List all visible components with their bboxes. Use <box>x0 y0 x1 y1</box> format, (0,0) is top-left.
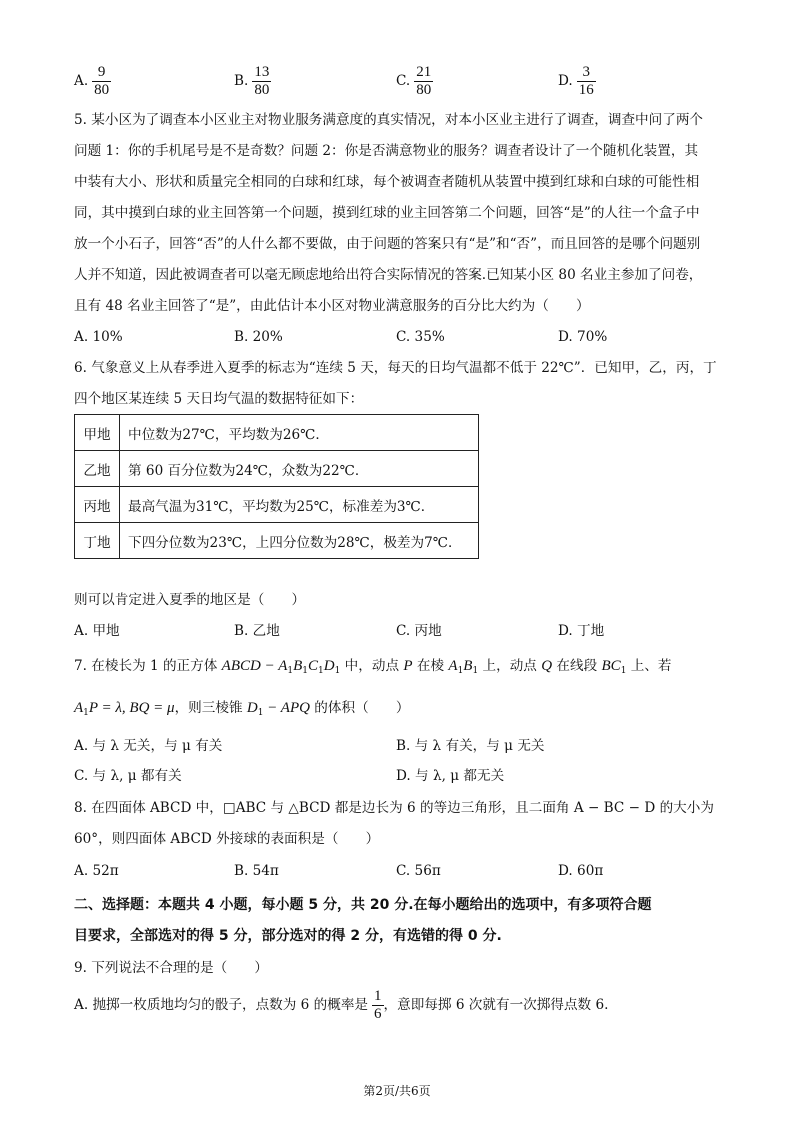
q5-line: 同，其中摸到白球的业主回答第一个问题，摸到红球的业主回答第二个问题，回答“是”的人往一个盒子中 <box>74 205 700 221</box>
q7-option-a: A. 与 λ 无关，与 μ 有关 <box>74 738 223 754</box>
section-heading: 二、选择题：本题共 4 小题，每小题 5 分，共 20 分.在每小题给出的选项中，有多项符合题 <box>74 897 652 913</box>
q8-option-a: A. 52π <box>74 863 119 879</box>
q6-option-b: B. 乙地 <box>234 623 280 639</box>
q5-option-d: D. 70% <box>558 329 608 345</box>
q8-option-c: C. 56π <box>396 863 441 879</box>
desc-cell: 最高气温为31℃，平均数为25℃，标准差为3℃． <box>120 487 479 523</box>
desc-cell: 第 60 百分位数为24℃，众数为22℃． <box>120 451 479 487</box>
q5-line: 问题 1：你的手机尾号是不是奇数？问题 2：你是否满意物业的服务？调查者设计了一个随机化装置，其 <box>74 143 699 159</box>
q8-option-d: D. 60π <box>558 863 604 879</box>
q6-option-a: A. 甲地 <box>74 623 120 639</box>
q8-line-1: 8. 在四面体 ABCD 中，□ABC 与 △BCD 都是边长为 6 的等边三角形，且二面角 A − BC − D 的大小为 <box>74 800 714 816</box>
q9-option-a: A. 抛掷一枚质地均匀的骰子，点数为 6 的概率是 $\frac{1}{6}$ ，意即每掷 6 次就有一次掷得点数 6. <box>74 988 609 1022</box>
q6-stem: 则可以肯定进入夏季的地区是（ ） <box>74 592 306 608</box>
q5-line: 5. 某小区为了调查本小区业主对物业服务满意度的真实情况，对本小区业主进行了调查，调查中问了两个 <box>74 112 704 128</box>
q6-option-c: C. 丙地 <box>396 623 442 639</box>
q5-line: 人并不知道，因此被调查者可以毫无顾虑地给出符合实际情况的答案.已知某小区 80 名业主参加了问卷， <box>74 267 703 283</box>
region-cell: 丁地 <box>75 523 120 559</box>
q5-line: 中装有大小、形状和质量完全相同的白球和红球，每个被调查者随机从装置中摸到红球和白球的可能性相 <box>74 174 700 190</box>
q7-option-b: B. 与 λ 有关，与 μ 无关 <box>396 738 545 754</box>
q6-line: 四个地区某连续 5 天日均气温的数据特征如下： <box>74 391 364 407</box>
fraction: $\frac{3}{16}$ <box>578 64 594 98</box>
region-cell: 乙地 <box>75 451 120 487</box>
desc-cell: 下四分位数为23℃，上四分位数为28℃，极差为7℃． <box>120 523 479 559</box>
q7-option-c: C. 与 λ, μ 都有关 <box>74 768 182 784</box>
table-row <box>75 415 479 451</box>
fraction: $\frac{13}{80}$ <box>254 64 270 98</box>
q5-option-c: C. 35% <box>396 329 445 345</box>
q7-line-1: 7. 在棱长为 1 的正方体 ABCD − $A_1B_1C_1D_1$ 中，动点 P 在棱 $A_1B_1$ 上，动点 Q 在线段 $BC_1$ 上、若 <box>74 658 672 676</box>
table-row <box>75 451 479 487</box>
q5-option-b: B. 20% <box>234 329 283 345</box>
q7-line-2: $A_1P = \lambda$, BQ = μ，则三棱锥 $D_1$ − APQ 的体积（ ） <box>74 700 410 718</box>
q5-line: 放一个小石子，回答“否”的人什么都不要做，由于问题的答案只有“是”和“否”，而且回答的是哪个问题别 <box>74 236 701 252</box>
fraction: $\frac{1}{6}$ <box>374 988 382 1022</box>
q4-option-c: C. $\frac{21}{80}$ <box>396 64 432 98</box>
region-cell: 丙地 <box>75 487 120 523</box>
q8-line-2: 60°，则四面体 ABCD 外接球的表面积是（ ） <box>74 831 380 847</box>
q7-option-d: D. 与 λ, μ 都无关 <box>396 768 505 784</box>
section-heading: 目要求，全部选对的得 5 分，部分选对的得 2 分，有选错的得 0 分. <box>74 928 502 944</box>
q6-line: 6. 气象意义上从春季进入夏季的标志为“连续 5 天，每天的日均气温都不低于 22℃”．已知甲，乙，丙，丁 <box>74 360 717 376</box>
table-row <box>75 523 479 559</box>
q8-option-b: B. 54π <box>234 863 279 879</box>
q4-option-b: B. $\frac{13}{80}$ <box>234 64 270 98</box>
q9-stem: 9. 下列说法不合理的是（ ） <box>74 960 269 976</box>
q4-option-a: A. $\frac{9}{80}$ <box>74 64 110 98</box>
page-footer: 第2页/共6页 <box>363 1084 431 1098</box>
desc-cell: 中位数为27℃，平均数为26℃． <box>120 415 479 451</box>
climate-table <box>74 414 479 559</box>
fraction: $\frac{21}{80}$ <box>416 64 432 98</box>
q6-option-d: D. 丁地 <box>558 623 605 639</box>
q5-option-a: A. 10% <box>74 329 123 345</box>
table-row <box>75 487 479 523</box>
region-cell: 甲地 <box>75 415 120 451</box>
fraction: $\frac{9}{80}$ <box>94 64 110 98</box>
q4-option-d: D. $\frac{3}{16}$ <box>558 64 594 98</box>
q5-line: 且有 48 名业主回答了“是”，由此估计本小区对物业满意服务的百分比大约为（ ） <box>74 298 590 314</box>
